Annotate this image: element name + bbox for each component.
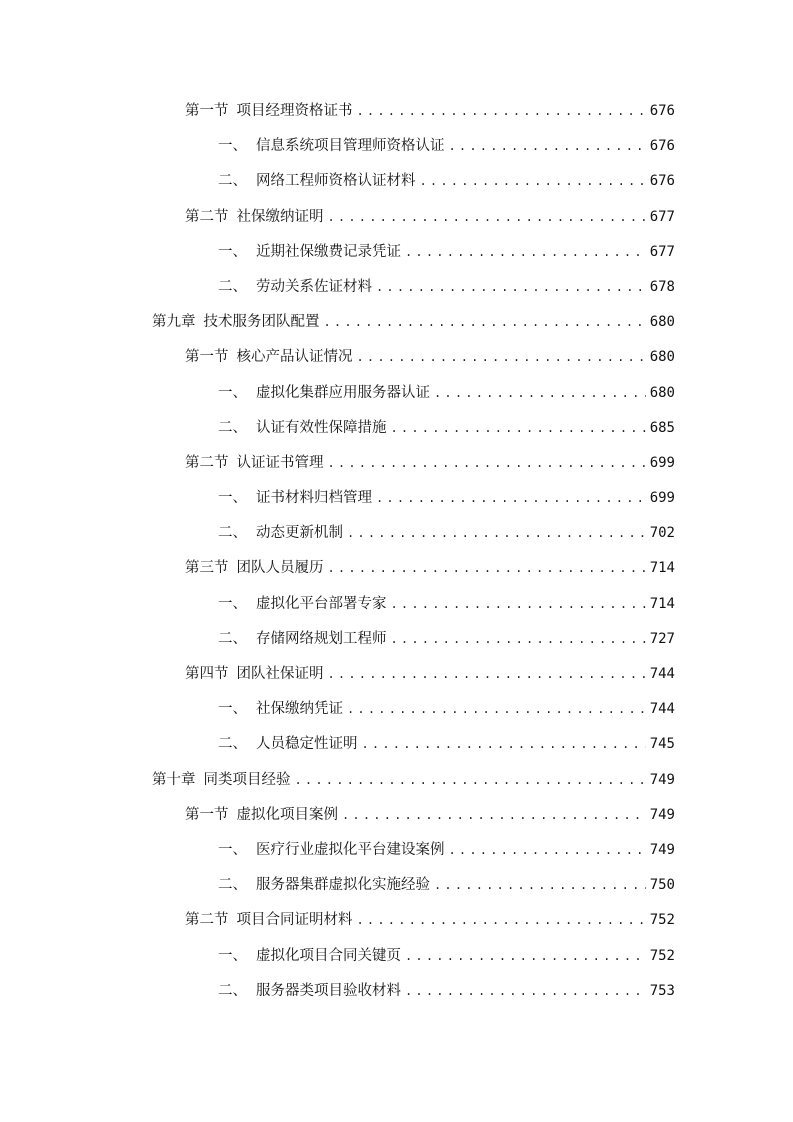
toc-entry-title: 动态更新机制 <box>256 525 343 542</box>
dot-leader <box>434 868 646 903</box>
toc-entry-title: 项目合同证明材料 <box>236 912 353 929</box>
toc-entry-page: 677 <box>649 208 675 225</box>
toc-entry-page: 680 <box>649 384 675 401</box>
dot-leader <box>376 481 646 516</box>
toc-entry-number: 二、 <box>218 525 247 542</box>
toc-entry-title: 信息系统项目管理师资格认证 <box>256 138 445 155</box>
toc-entry-page: 676 <box>649 103 675 119</box>
toc-entry[interactable] <box>0 551 793 586</box>
toc-entry-title: 认证证书管理 <box>236 454 324 471</box>
toc-entry-page: 744 <box>649 701 675 718</box>
toc-entry-number: 第二节 <box>185 208 229 225</box>
toc-entry[interactable] <box>0 446 793 481</box>
toc-entry-number: 一、 <box>218 384 247 401</box>
dot-leader <box>391 411 646 446</box>
toc-entry[interactable] <box>0 657 793 692</box>
toc-entry-number: 一、 <box>218 947 247 964</box>
toc-entry[interactable] <box>0 587 793 622</box>
dot-leader <box>405 974 646 1009</box>
toc-entry-page: 749 <box>649 771 675 788</box>
toc-entry-number: 二、 <box>218 173 247 190</box>
toc-entry-title: 认证有效性保障措施 <box>256 419 387 436</box>
toc-entry-page: 749 <box>649 806 675 823</box>
dot-leader <box>324 305 646 340</box>
toc-entry-page: 699 <box>649 454 675 471</box>
toc-entry-title: 技术服务团队配置 <box>203 314 320 331</box>
dot-leader <box>328 657 646 692</box>
toc-entry-title: 同类项目经验 <box>203 771 291 788</box>
toc-entry-page: 749 <box>649 841 675 858</box>
toc-entry-page: 676 <box>649 173 675 190</box>
dot-leader <box>405 235 646 270</box>
dot-leader <box>347 692 646 727</box>
toc-entry-title: 服务器集群虚拟化实施经验 <box>256 877 430 894</box>
toc-entry-title: 团队社保证明 <box>236 666 324 682</box>
dot-leader <box>295 763 646 798</box>
toc-entry-title: 证书材料归档管理 <box>256 490 372 507</box>
toc-entry-number: 第一节 <box>185 806 229 823</box>
toc-entry[interactable] <box>0 516 793 551</box>
toc-entry-page: 678 <box>649 278 675 295</box>
toc-entry[interactable] <box>0 903 793 938</box>
toc-entry[interactable] <box>0 376 793 411</box>
toc-entry-number: 第十章 <box>152 771 196 788</box>
toc-entry[interactable] <box>0 164 793 199</box>
toc-entry-number: 第一节 <box>185 349 229 366</box>
toc-entry-number: 二、 <box>218 630 247 647</box>
toc-entry[interactable] <box>0 692 793 727</box>
toc-entry-number: 一、 <box>218 138 247 155</box>
toc-entry-title: 医疗行业虚拟化平台建设案例 <box>256 841 445 858</box>
toc-entry-title: 劳动关系佐证材料 <box>256 278 372 295</box>
toc-entry-page: 680 <box>649 349 675 366</box>
dot-leader <box>420 164 646 199</box>
toc-entry-page: 744 <box>649 666 675 682</box>
toc-entry-title: 虚拟化集群应用服务器认证 <box>256 384 430 401</box>
toc-entry-title: 项目经理资格证书 <box>236 103 353 119</box>
dot-leader <box>357 94 646 129</box>
dot-leader <box>405 939 646 974</box>
toc-entry-number: 一、 <box>218 595 247 612</box>
toc-entry[interactable] <box>0 868 793 903</box>
toc-entry-title: 社保缴纳证明 <box>236 208 324 225</box>
toc-entry-number: 第二节 <box>185 912 229 929</box>
dot-leader <box>391 622 646 657</box>
toc-entry[interactable] <box>0 833 793 868</box>
toc-entry-number: 一、 <box>218 490 247 507</box>
toc-entry[interactable] <box>0 974 793 1009</box>
toc-entry-page: 702 <box>649 525 675 542</box>
toc-entry-page: 676 <box>649 138 675 155</box>
dot-leader <box>376 270 646 305</box>
toc-entry-page: 680 <box>649 314 675 331</box>
dot-leader <box>357 903 646 938</box>
dot-leader <box>391 587 646 622</box>
toc-entry-page: 752 <box>649 947 675 964</box>
toc-entry-title: 团队人员履历 <box>236 560 324 577</box>
dot-leader <box>347 516 646 551</box>
toc-entry-number: 二、 <box>218 982 247 999</box>
toc-entry[interactable] <box>0 94 793 129</box>
toc-entry-number: 二、 <box>218 736 247 753</box>
toc-entry-number: 一、 <box>218 701 247 718</box>
toc-entry[interactable] <box>0 270 793 305</box>
toc-entry[interactable] <box>0 340 793 375</box>
toc-entry-title: 社保缴纳凭证 <box>256 701 343 718</box>
toc-entry-number: 二、 <box>218 877 247 894</box>
toc-entry-page: 714 <box>649 560 675 577</box>
toc-entry-title: 虚拟化平台部署专家 <box>256 595 387 612</box>
dot-leader <box>449 833 646 868</box>
toc-entry-number: 一、 <box>218 243 247 260</box>
toc-entry-number: 第四节 <box>185 666 229 682</box>
toc-entry-page: 750 <box>649 877 675 894</box>
toc-entry[interactable] <box>0 939 793 974</box>
toc-entry-number: 一、 <box>218 841 247 858</box>
dot-leader <box>328 551 646 586</box>
toc-entry-page: 727 <box>649 630 675 647</box>
toc-entry-number: 第一节 <box>185 103 229 119</box>
toc-entry-page: 685 <box>649 419 675 436</box>
toc-entry-page: 699 <box>649 490 675 507</box>
toc-entry-number: 第三节 <box>185 560 229 577</box>
dot-leader <box>342 798 646 833</box>
toc-entry-number: 第九章 <box>152 314 196 331</box>
toc-entry-number: 二、 <box>218 278 247 295</box>
dot-leader <box>328 200 646 235</box>
dot-leader <box>449 129 646 164</box>
toc-entry-page: 753 <box>649 982 675 999</box>
toc-entry[interactable] <box>0 481 793 516</box>
toc-entry-number: 第二节 <box>185 454 229 471</box>
toc-entry[interactable] <box>0 727 793 762</box>
toc-entry-page: 677 <box>649 243 675 260</box>
toc-entry-number: 二、 <box>218 419 247 436</box>
toc-entry-title: 虚拟化项目案例 <box>236 806 338 823</box>
toc-entry[interactable] <box>0 235 793 270</box>
table-of-contents <box>0 94 793 1009</box>
toc-entry-title: 虚拟化项目合同关键页 <box>256 947 401 964</box>
toc-entry-title: 存储网络规划工程师 <box>256 630 387 647</box>
toc-entry-page: 745 <box>649 736 675 753</box>
toc-entry-page: 752 <box>649 912 675 929</box>
toc-entry-title: 人员稳定性证明 <box>256 736 358 753</box>
toc-entry[interactable] <box>0 798 793 833</box>
dot-leader <box>362 727 646 762</box>
toc-entry-title: 近期社保缴费记录凭证 <box>256 243 401 260</box>
dot-leader <box>357 340 646 375</box>
toc-entry[interactable] <box>0 763 793 798</box>
toc-entry[interactable] <box>0 305 793 340</box>
toc-entry[interactable] <box>0 411 793 446</box>
toc-entry-page: 714 <box>649 595 675 612</box>
dot-leader <box>434 376 646 411</box>
toc-entry[interactable] <box>0 622 793 657</box>
toc-entry-title: 网络工程师资格认证材料 <box>256 173 416 190</box>
toc-entry[interactable] <box>0 129 793 164</box>
dot-leader <box>328 446 646 481</box>
toc-entry[interactable] <box>0 200 793 235</box>
toc-entry-title: 核心产品认证情况 <box>236 349 353 366</box>
toc-entry-title: 服务器类项目验收材料 <box>256 982 401 999</box>
